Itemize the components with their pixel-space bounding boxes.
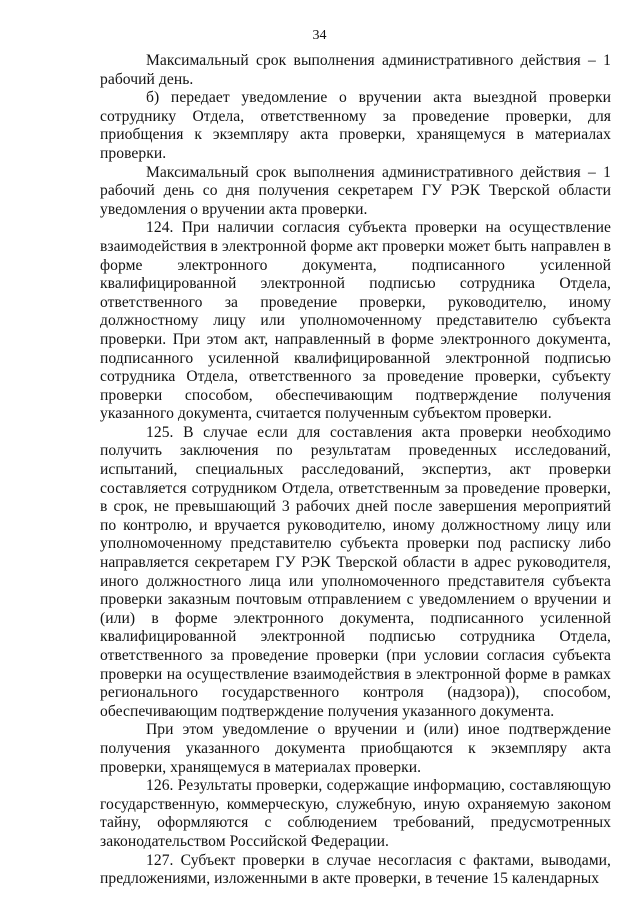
paragraph-max-term-1: Максимальный срок выполнения административного действия – 1 рабочий день.: [100, 52, 611, 88]
document-body: [100, 52, 611, 889]
paragraph-125: 125. В случае если для составления акта проверки необходимо получить заключения по результатам проведенных исследований, испытаний, специальных расследований, экспертиз, акт проверки составляется сотрудником Отдела, ответственным за проведение проверки, в срок, не превышающий 3 рабочих дней после завершения мероприятий по контролю, и вручается руководителю, иному должностному лицу или уполномоченному представителю субъекта проверки под расписку либо направляется секретарем ГУ РЭК Тверской области в адрес руководителя, иного должностного лица или уполномоченного представителя субъекта проверки заказным почтовым отправлением с уведомлением о вручении и (или) в форме электронного документа, подписанного усиленной квалифицированной электронной подписью сотрудника Отдела, ответственного за проведение проверки (при условии согласия субъекта проверки на осуществление взаимодействия в электронной форме в рамках регионального государственного контроля (надзора)), способом, обеспечивающим подтверждение получения указанного документа.: [100, 423, 611, 720]
paragraph-127: 127. Субъект проверки в случае несогласия с фактами, выводами, предложениями, изложенными в акте проверки, в течение 15 календарных: [100, 851, 611, 888]
paragraph-item-b: б) передает уведомление о вручении акта выездной проверки сотруднику Отдела, ответственному за проведение проверки, для приобщения к экземпляру акта проверки, хранящемуся в материалах проверки.: [100, 89, 611, 162]
paragraph-124: 124. При наличии согласия субъекта проверки на осуществление взаимодействия в электронной форме акт проверки может быть направлен в форме электронного документа, подписанного усиленной квалифицированной электронной подписью сотрудника Отдела, ответственного за проведение проверки, руководителю, иному должностному лицу или уполномоченному представителю субъекта проверки. При этом акт, направленный в форме электронного документа, подписанного усиленной квалифицированной электронной подписью сотрудника Отдела, ответственного за проведение проверки, субъекту проверки способом, обеспечивающим подтверждение получения указанного документа, считается полученным субъектом проверки.: [100, 219, 611, 423]
paragraph-max-term-2: Максимальный срок выполнения административного действия – 1 рабочий день со дня получения секретарем ГУ РЭК Тверской области уведомления о вручении акта проверки.: [100, 163, 611, 218]
page-number: 34: [312, 28, 327, 43]
paragraph-126: 126. Результаты проверки, содержащие информацию, составляющую государственную, коммерческую, служебную, иную охраняемую законом тайну, оформляются с соблюдением требований, предусмотренных законодательством Российской Федерации.: [100, 777, 611, 850]
paragraph-notice-attachment: При этом уведомление о вручении и (или) иное подтверждение получения указанного документа приобщаются к экземпляру акта проверки, хранящемуся в материалах проверки.: [100, 721, 611, 776]
